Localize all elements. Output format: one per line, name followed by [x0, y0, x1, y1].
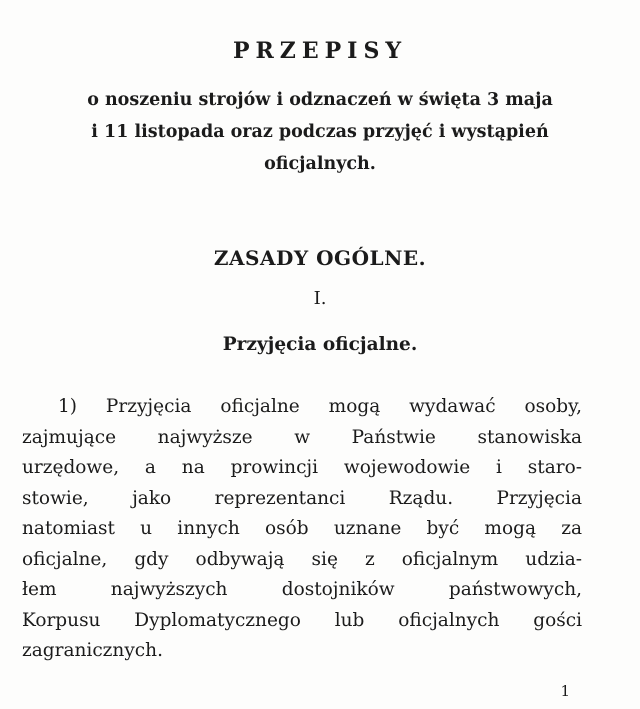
subsection-heading: Przyjęcia oficjalne. — [222, 334, 418, 355]
paragraph-line: Korpusu Dyplomatycznego lub oficjalnych gości — [22, 609, 582, 631]
document-title: PRZEPISY — [232, 38, 408, 64]
section-heading: ZASADY OGÓLNE. — [213, 246, 427, 270]
paragraph-line: zajmujące najwyższe w Państwie stanowiska — [22, 426, 582, 448]
page-number: 1 — [560, 682, 570, 700]
section-number: I. — [313, 288, 327, 309]
subtitle-line: oficjalnych. — [264, 154, 376, 174]
subtitle-line: i 11 listopada oraz podczas przyjęć i wystąpień — [91, 122, 549, 142]
paragraph-line: urzędowe, a na prowincji wojewodowie i staro- — [22, 457, 582, 478]
paragraph-line: 1) Przyjęcia oficjalne mogą wydawać osoby, — [58, 396, 582, 417]
paragraph-line: łem najwyższych dostojników państwowych, — [22, 579, 582, 600]
paragraph-line: stowie, jako reprezentanci Rządu. Przyjęcia — [22, 487, 582, 509]
document-subtitle — [20, 84, 620, 180]
body-paragraph — [22, 392, 582, 667]
subtitle-line: o noszeniu strojów i odznaczeń w święta 3 maja — [87, 90, 553, 110]
paragraph-line: oficjalne, gdy odbywają się z oficjalnym udzia- — [22, 548, 582, 570]
paragraph-line: natomiast u innych osób uznane być mogą za — [22, 518, 582, 539]
paragraph-line: zagranicznych. — [22, 640, 163, 661]
